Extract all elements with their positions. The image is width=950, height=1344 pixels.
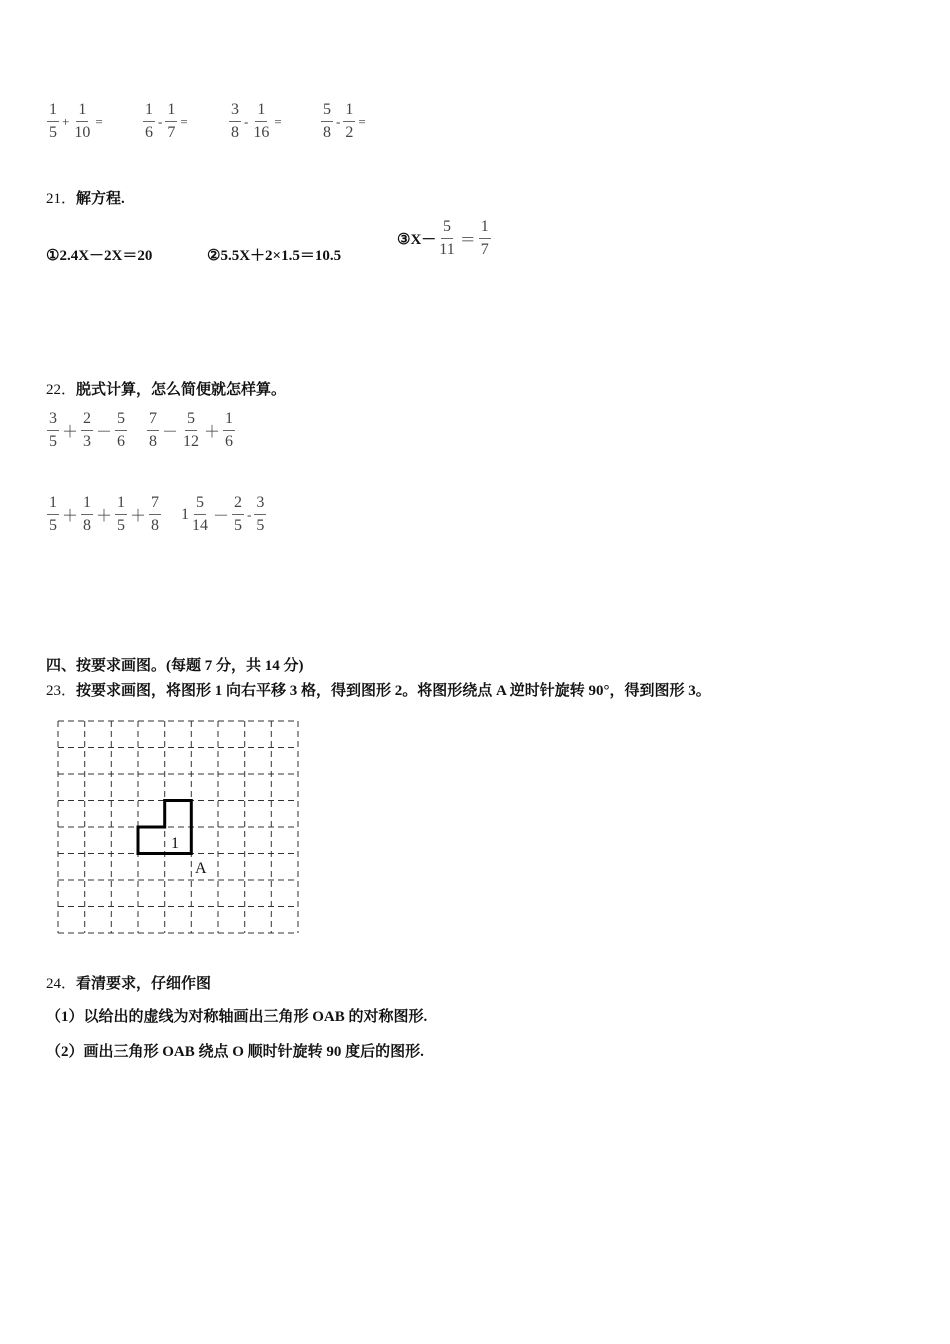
fraction: $\frac{7}{8}$ — [149, 410, 157, 450]
fraction: $\frac{7}{8}$ — [151, 494, 160, 534]
q21-equation-2: ②5.5X＋2×1.5＝10.5 — [207, 248, 342, 264]
question-number: 24． — [46, 976, 77, 992]
equals: ＝ — [459, 232, 476, 249]
dashed-grid — [58, 721, 298, 933]
q20-expr-2 — [142, 102, 190, 141]
operator: - — [336, 113, 341, 129]
operator: ＋ — [62, 424, 79, 441]
fraction: $\frac{5}{12}$ — [183, 410, 200, 450]
fraction: $\frac{3}{5}$ — [49, 410, 57, 450]
equation-prefix: ③X－ — [397, 232, 437, 248]
question-number: 22． — [46, 382, 77, 398]
operator: － — [162, 424, 179, 441]
operator: ＋ — [62, 508, 79, 525]
section-4-title: 四、按要求画图。(每题 7 分，共 14 分) — [46, 658, 304, 674]
operator: - — [158, 113, 163, 129]
fraction: $\frac{3}{5}$ — [256, 494, 265, 534]
q24-heading — [46, 972, 211, 993]
q24-item-2: （2）画出三角形 OAB 绕点 O 顺时针旋转 90 度后的图形. — [46, 1044, 424, 1060]
q21-equation-3 — [397, 219, 492, 258]
fraction: $\frac{2}{5}$ — [234, 494, 243, 534]
q24-item-1: （1）以给出的虚线为对称轴画出三角形 OAB 的对称图形. — [46, 1009, 428, 1025]
equals: = — [358, 113, 366, 129]
q23-text — [46, 679, 711, 700]
operator: ＋ — [130, 508, 147, 525]
fraction: $\frac{5}{6}$ — [117, 410, 126, 450]
question-number: 21． — [46, 191, 77, 207]
fraction: $\frac{1}{5}$ — [49, 101, 57, 141]
q22-expr-1 — [46, 411, 128, 450]
point-a-label: A — [195, 860, 207, 877]
operator: - — [247, 506, 252, 522]
question-text: 按要求画图，将图形 1 向右平移 3 格，得到图形 2。将图形绕点 A 逆时针旋转 90°，得到图形 3。 — [76, 683, 711, 699]
fraction: $\frac{1}{16}$ — [253, 101, 270, 141]
figure-1-label: 1 — [171, 835, 179, 852]
fraction: $\frac{1}{10}$ — [74, 101, 91, 141]
q20-expr-4 — [320, 102, 368, 141]
fraction: $\frac{1}{7}$ — [167, 101, 176, 141]
fraction: $\frac{1}{6}$ — [225, 410, 234, 450]
fraction: $\frac{3}{8}$ — [231, 101, 239, 141]
operator: - — [244, 113, 249, 129]
question-number: 23． — [46, 683, 77, 699]
fraction: $\frac{1}{5}$ — [117, 494, 126, 534]
q21-equation-1: ①2.4X－2X＝20 — [46, 248, 153, 264]
grid-figure — [55, 718, 301, 938]
fraction: $\frac{5}{8}$ — [323, 101, 331, 141]
equals: = — [180, 113, 188, 129]
operator: ＋ — [204, 424, 221, 441]
operator: + — [62, 113, 70, 129]
q22-heading — [46, 378, 286, 399]
question-title: 看清要求，仔细作图 — [76, 976, 212, 992]
q22-expr-4 — [181, 495, 267, 534]
fraction: $\frac{1}{6}$ — [145, 101, 153, 141]
equals: = — [274, 113, 282, 129]
fraction: $\frac{5}{11}$ — [439, 218, 455, 258]
q20-expr-3 — [228, 102, 284, 141]
q22-expr-2 — [146, 411, 236, 450]
operator: － — [96, 424, 113, 441]
fraction: $\frac{5}{14}$ — [192, 494, 208, 534]
fraction: $\frac{1}{7}$ — [480, 218, 489, 258]
q22-expr-3 — [46, 495, 162, 534]
operator: ＋ — [96, 508, 113, 525]
fraction: $\frac{2}{3}$ — [83, 410, 92, 450]
equals: = — [95, 113, 103, 129]
question-title: 脱式计算，怎么简便就怎样算。 — [76, 382, 287, 398]
fraction: $\frac{1}{8}$ — [83, 494, 92, 534]
q21-heading — [46, 187, 125, 208]
question-title: 解方程. — [76, 191, 125, 207]
fraction: $\frac{1}{2}$ — [345, 101, 354, 141]
whole-number: 1 — [181, 505, 189, 523]
fraction: $\frac{1}{5}$ — [49, 494, 57, 534]
q20-expr-1 — [46, 102, 105, 141]
operator: － — [213, 508, 230, 525]
